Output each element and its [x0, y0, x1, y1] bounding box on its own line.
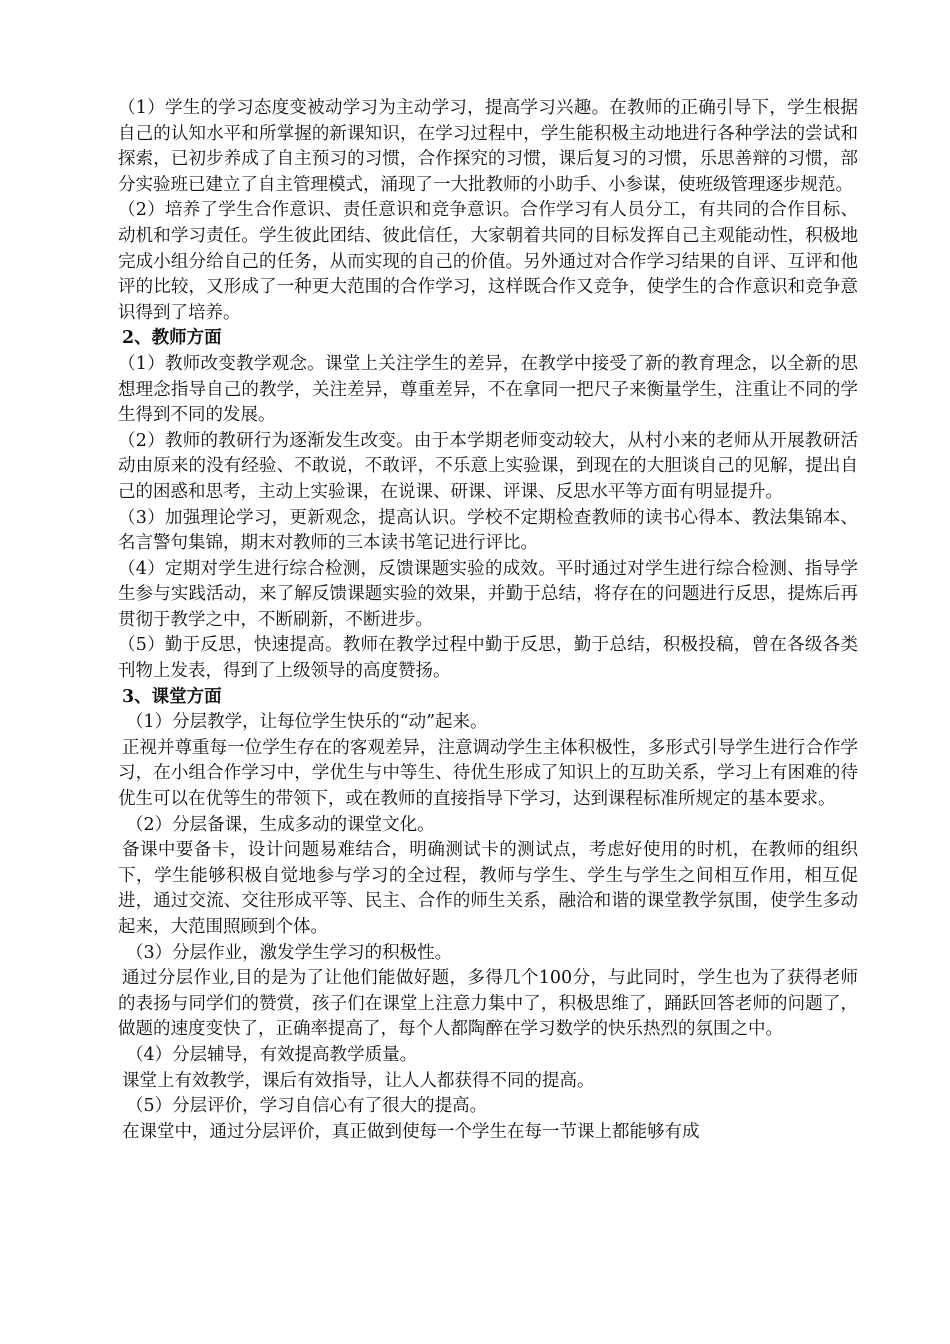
paragraph-layered-teaching: 正视并尊重每一位学生存在的客观差异，注意调动学生主体积极性，多形式引导学生进行合作学习，在小组合作学习中，学优生与中等生、待优生形成了知识上的互助关系，学习上有困难的待优生可以在优等生的带领下，或在教师的直接指导下学习，达到课程标准所规定的基本要求。: [118, 737, 858, 810]
paragraph-layered-tutoring: 课堂上有效教学，课后有效指导，让人人都获得不同的提高。: [122, 1070, 595, 1091]
paragraph-layered-preparation: 备课中要备卡，设计问题易难结合，明确测试卡的测试点，考虑好使用的时机，在教师的组织下，学生能够积极自觉地参与学习的全过程，教师与学生、学生与学生之间相互作用，相互促进，通过交流、交往形成平等、民主、合作的师生关系，融洽和谐的课堂教学氛围，使学生多动起来，大范围照顾到个体。: [118, 840, 858, 937]
section-heading-classroom: 3、课堂方面: [122, 686, 222, 707]
paragraph-cooperation-awareness: （2）培养了学生合作意识、责任意识和竞争意识。合作学习有人员分工，有共同的合作目标、动机和学习责任。学生彼此团结、彼此信任，大家朝着共同的目标发挥自己主观能动性，积极地完成小组分给自己的任务，从而实现的自己的价值。另外通过对合作学习结果的自评、互评和他评的比较，又形成了一种更大范围的合作学习，这样既合作又竞争，使学生的合作意识和竞争意识得到了培养。: [118, 200, 858, 323]
paragraph-reflection: （5）勤于反思，快速提高。教师在教学过程中勤于反思，勤于总结，积极投稿，曾在各级各类刊物上发表，得到了上级领导的高度赞扬。: [118, 635, 858, 682]
paragraph-research-behavior: （2）教师的教研行为逐渐发生改变。由于本学期老师变动较大，从村小来的老师从开展教研活动由原来的没有经验、不敢说，不敢评，不乐意上实验课，到现在的大胆谈自己的见解，提出自己的困惑和思考，主动上实验课，在说课、研课、评课、反思水平等方面有明显提升。: [118, 430, 858, 502]
paragraph-theory-study: （3）加强理论学习，更新观念，提高认识。学校不定期检查教师的读书心得本、教法集锦本、名言警句集锦，期末对教师的三本读书笔记进行评比。: [118, 507, 858, 554]
subheading-layered-evaluation: （5）分层评价，学习自信心有了很大的提高。: [126, 1096, 488, 1117]
paragraph-comprehensive-testing: （4）定期对学生进行综合检测，反馈课题实验的成效。平时通过对学生进行综合检测、指导学生参与实践活动，来了解反馈课题实验的效果，并勤于总结，将存在的问题进行反思，提炼后再贯彻于教学之中，不断刷新，不断进步。: [118, 558, 858, 630]
paragraph-layered-evaluation: 在课堂中，通过分层评价，真正做到使每一个学生在每一节课上都能够有成: [122, 1121, 700, 1142]
subheading-layered-tutoring: （4）分层辅导，有效提高教学质量。: [126, 1044, 418, 1065]
subheading-layered-homework: （3）分层作业，激发学生学习的积极性。: [126, 942, 453, 963]
paragraph-layered-homework: 通过分层作业,目的是为了让他们能做好题，多得几个100分，与此同时，学生也为了获得老师的表扬与同学们的赞赏，孩子们在课堂上注意力集中了，积极思维了，踊跃回答老师的问题了，做题的速度变快了，正确率提高了，每个人都陶醉在学习数学的快乐热烈的氛围之中。: [118, 968, 858, 1040]
paragraph-student-attitude: （1）学生的学习态度变被动学习为主动学习，提高学习兴趣。在教师的正确引导下，学生根据自己的认知水平和所掌握的新课知识，在学习过程中，学生能积极主动地进行各种学法的尝试和探索，已初步养成了自主预习的习惯，合作探究的习惯，课后复习的习惯，乐思善辩的习惯，部分实验班已建立了自主管理模式，涌现了一大批教师的小助手、小参谋，使班级管理逐步规范。: [118, 98, 858, 195]
document-body: [118, 96, 858, 1145]
paragraph-teaching-concept: （1）教师改变教学观念。课堂上关注学生的差异，在教学中接受了新的教育理念，以全新的思想理念指导自己的教学，关注差异，尊重差异，不在拿同一把尺子来衡量学生，注重让不同的学生得到不同的发展。: [118, 353, 858, 426]
subheading-layered-preparation: （2）分层备课，生成多动的课堂文化。: [126, 814, 435, 835]
subheading-layered-teaching: （1）分层教学，让每位学生快乐的“动”起来。: [126, 712, 488, 733]
section-heading-teachers: 2、教师方面: [122, 328, 222, 349]
